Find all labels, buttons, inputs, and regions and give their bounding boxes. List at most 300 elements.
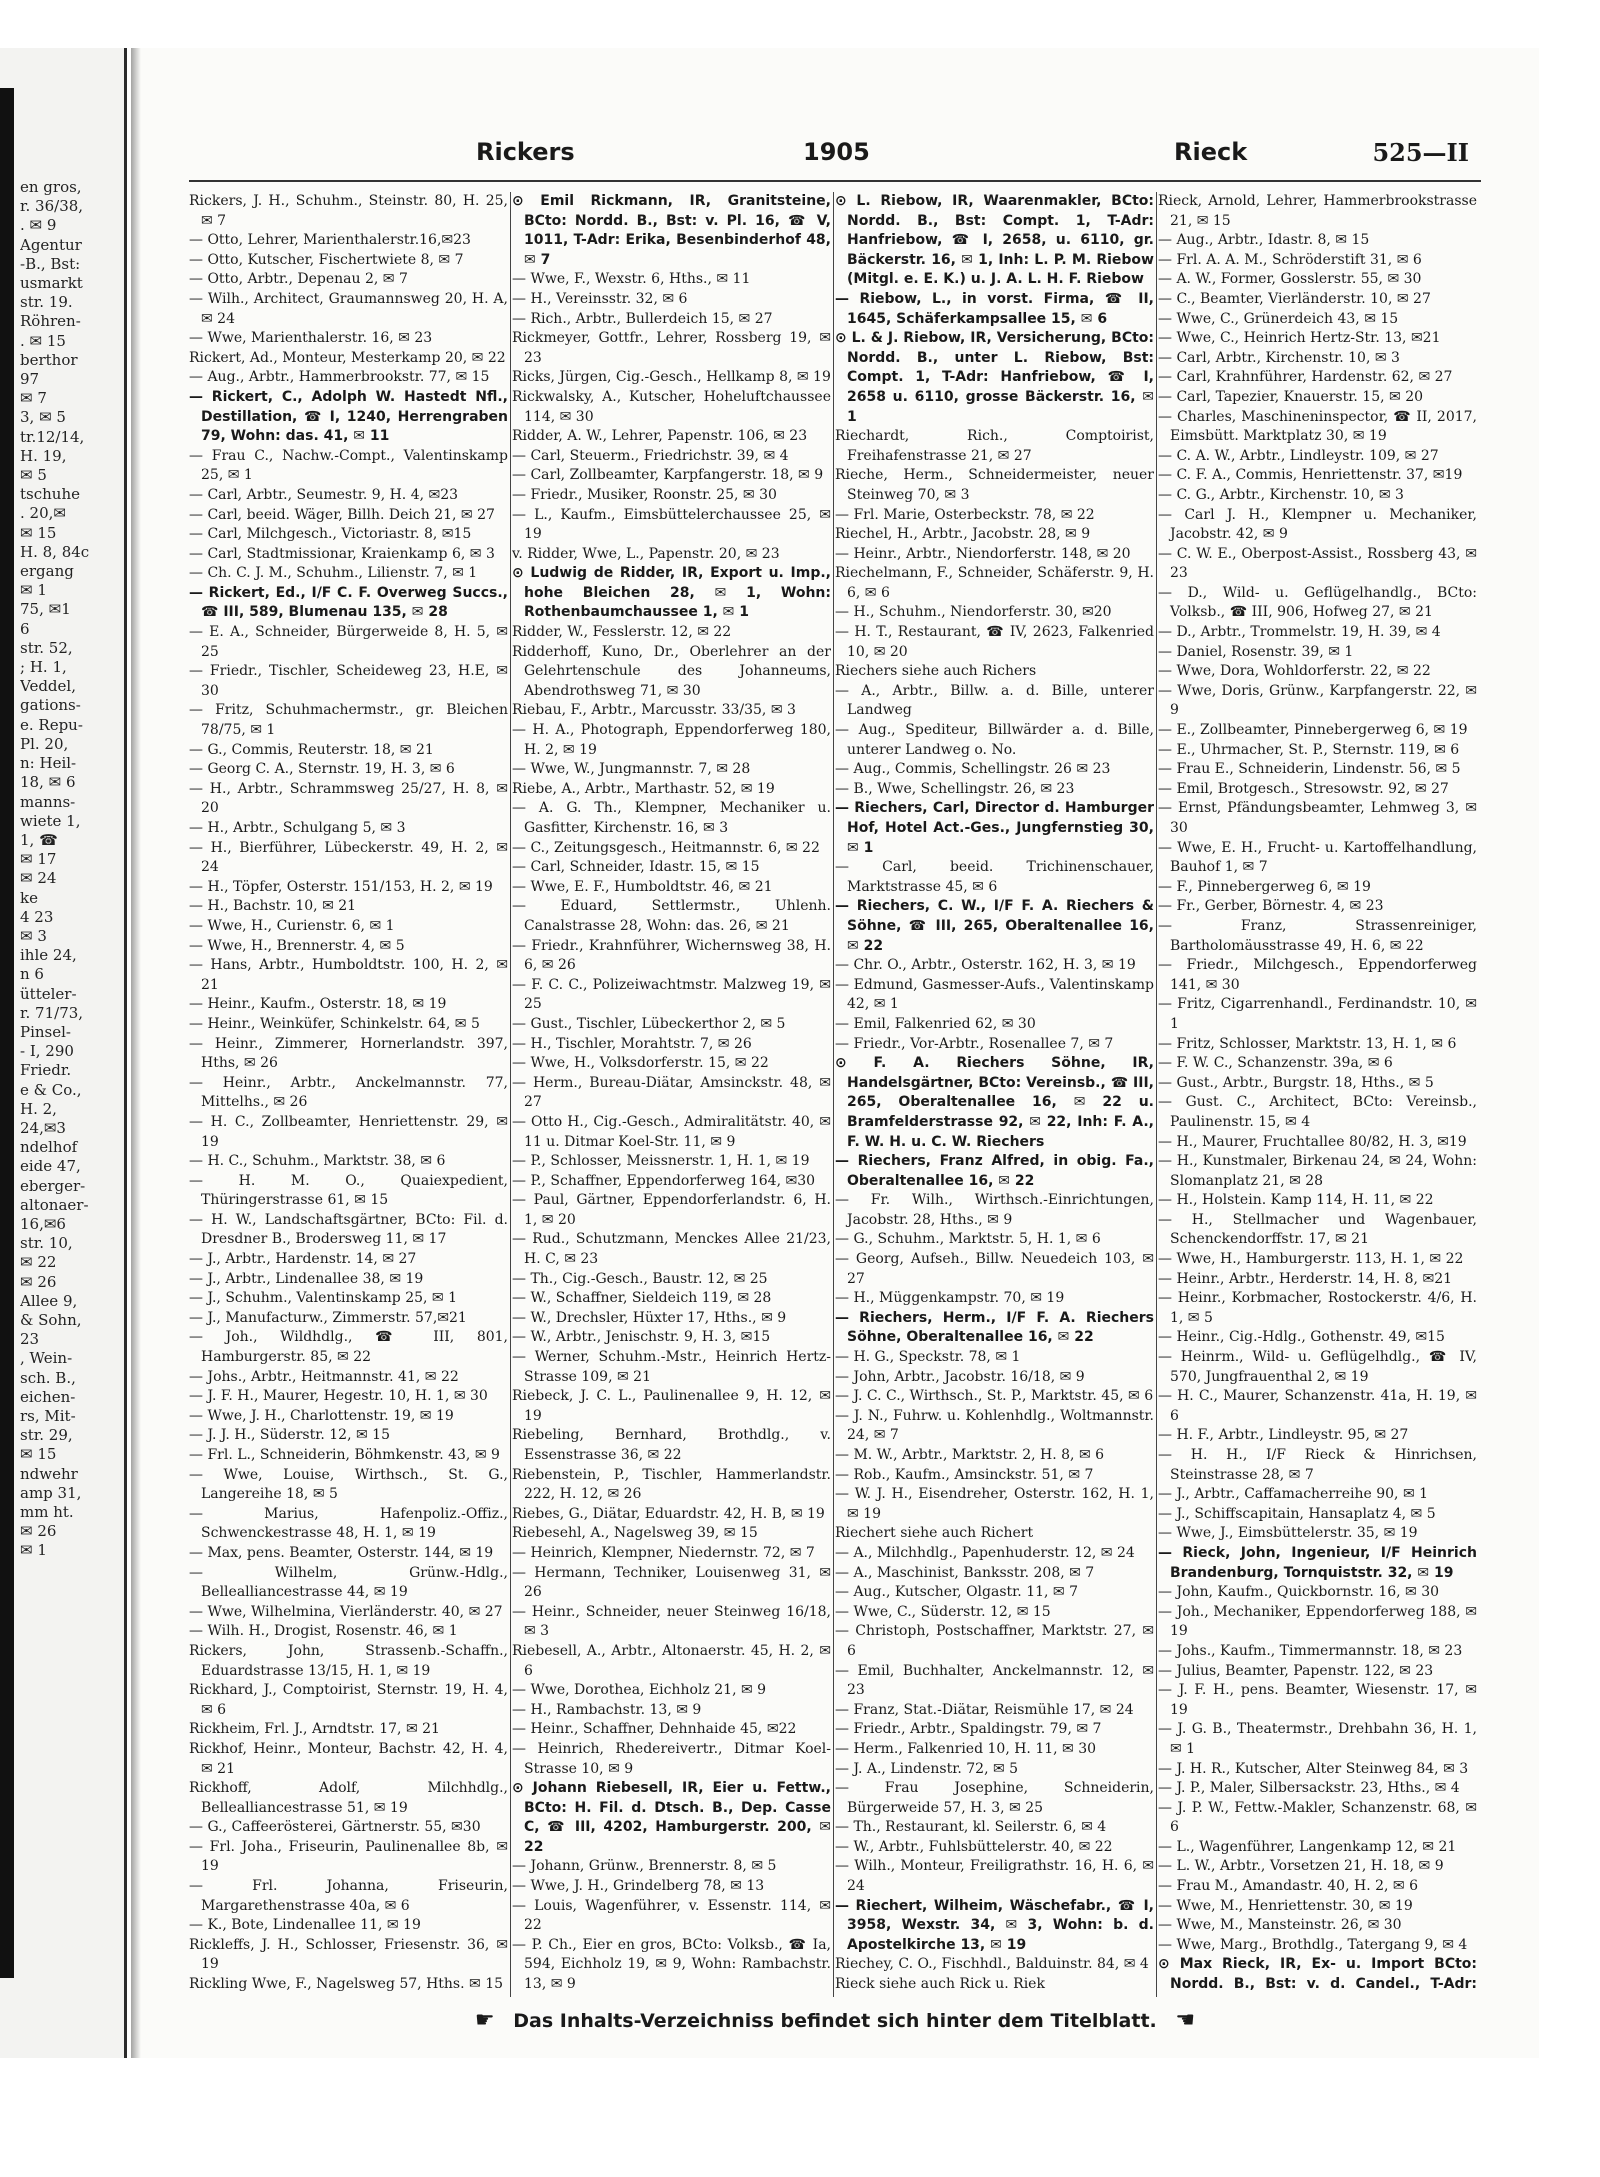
directory-entry: — Herm., Falkenried 10, H. 11, ✉ 30 (835, 1740, 1097, 1757)
directory-entry: — H. C., Maurer, Schanzenstr. 41a, H. 19, ✉ 6 (1158, 1388, 1477, 1424)
directory-entry: — Heinrich, Rhedereivertr., Ditmar Koel-Strasse 10, ✉ 9 (512, 1740, 831, 1777)
column-3 (835, 192, 1154, 1997)
directory-entry: — Ernst, Pfändungsbeamter, Lehmweg 3, ✉ 30 (1158, 800, 1477, 836)
edge-text-line: Veddel, (20, 677, 76, 696)
edge-text-line: 4 23 (20, 907, 54, 926)
directory-entry: Ridder, W., Fesslerstr. 12, ✉ 22 (512, 624, 732, 641)
directory-entry: — Christoph, Postschaffner, Marktstr. 27, ✉ 6 (835, 1623, 1154, 1659)
gutter-shadow (131, 48, 141, 2058)
edge-text-line: ndwehr (20, 1464, 78, 1483)
directory-entry: — H. G., Speckstr. 78, ✉ 1 (835, 1349, 1021, 1366)
scan-binding-shadow (0, 88, 14, 1978)
edge-text-line: 23 (20, 1330, 40, 1349)
edge-text-line: r. 71/73, (20, 1003, 84, 1022)
directory-entry: — J. H. R., Kutscher, Alter Steinweg 84, ✉ 3 (1158, 1760, 1469, 1777)
directory-entry: — L. W., Arbtr., Vorsetzen 21, H. 18, ✉ 9 (1158, 1858, 1444, 1875)
directory-entry: — Frl. Joha., Friseurin, Paulinenallee 8b, ✉ 19 (189, 1838, 508, 1875)
edge-text-line: Pinsel- (20, 1022, 71, 1041)
header-last-entry: Rieck (1174, 138, 1248, 166)
directory-entry: — Max, pens. Beamter, Osterstr. 144, ✉ 19 (189, 1544, 494, 1561)
directory-entry: — Wwe, C., Süderstr. 12, ✉ 15 (835, 1603, 1051, 1620)
directory-entry: — H., Holstein. Kamp 114, H. 11, ✉ 22 (1158, 1192, 1434, 1209)
edge-text-line: ✉ 1 (20, 581, 47, 600)
directory-entry: — Herm., Bureau-Diätar, Amsinckstr. 48, ✉ 27 (512, 1074, 831, 1111)
directory-entry: — L., Wagenführer, Langenkamp 12, ✉ 21 (1158, 1838, 1457, 1855)
directory-entry: Riebes, G., Diätar, Eduardstr. 42, H. B, ✉ 19 (512, 1505, 825, 1522)
directory-entry: Riechert siehe auch Richert (835, 1525, 1034, 1542)
directory-entry: — H., Vereinsstr. 32, ✉ 6 (512, 290, 688, 307)
directory-entry: — H. F., Arbtr., Lindleystr. 95, ✉ 27 (1158, 1427, 1409, 1444)
directory-entry: — D., Arbtr., Trommelstr. 19, H. 39, ✉ 4 (1158, 624, 1441, 641)
directory-entry: — G., Schuhm., Marktstr. 5, H. 1, ✉ 6 (835, 1231, 1101, 1248)
directory-entry: — Carl, Milchgesch., Victoriastr. 8, ✉15 (189, 526, 472, 543)
edge-text-line: ✉ 17 (20, 850, 57, 869)
directory-entry: — Julius, Beamter, Papenstr. 122, ✉ 23 (1158, 1662, 1434, 1679)
directory-entry: — Gust., Arbtr., Burgstr. 18, Hths., ✉ 5 (1158, 1074, 1434, 1091)
directory-entry: Rieck, Arnold, Lehrer, Hammerbrookstrasse 21, ✉ 15 (1158, 193, 1477, 229)
edge-text-line: wiete 1, (20, 811, 81, 830)
directory-entry: — Riechers, C. W., I/F F. A. Riechers & Söhne, ☎ III, 265, Oberaltenallee 16, ✉ 22 (835, 898, 1154, 954)
edge-text-line: ✉ 15 (20, 523, 57, 542)
directory-entry: — Frl. Marie, Osterbeckstr. 78, ✉ 22 (835, 506, 1095, 523)
edge-text-line: n 6 (20, 965, 44, 984)
directory-entry: ⊙ F. A. Riechers Söhne, IR, Handelsgärtner, BCto: Vereinsb., ☎ III, 265, Oberaltenallee 16, ✉ 22 u. Bramfelderstrasse 92, ✉ 22, Inh: F. A., F. W. H. u. C. W. Riechers (835, 1055, 1154, 1150)
edge-text-line: ✉ 24 (20, 869, 57, 888)
footer-note: Das Inhalts-Verzeichniss befindet sich hinter dem Titelblatt. (513, 2010, 1157, 2032)
edge-text-line: Röhren- (20, 312, 81, 331)
edge-text-line: 75, ✉1 (20, 600, 71, 619)
edge-text-line: Friedr. (20, 1061, 72, 1080)
column-4 (1158, 192, 1477, 1997)
directory-entry: Rickmeyer, Gottfr., Lehrer, Rossberg 19, ✉ 23 (512, 330, 831, 366)
directory-entry: — Wwe, M., Mansteinstr. 26, ✉ 30 (1158, 1917, 1402, 1934)
edge-text-line: ✉ 7 (20, 389, 47, 408)
directory-entry: — Wwe, Marg., Brothdlg., Tatergang 9, ✉ 4 (1158, 1936, 1468, 1953)
edge-text-line: amp 31, (20, 1483, 82, 1502)
directory-entry: — Wwe, C., Heinrich Hertz-Str. 13, ✉21 (1158, 330, 1441, 347)
directory-entry: — Aug., Arbtr., Idastr. 8, ✉ 15 (1158, 232, 1370, 249)
directory-entry: — P. Ch., Eier en gros, BCto: Volksb., ☎ Ia, 594, Eichholz 19, ✉ 9, Wohn: Rambachstr. 13, ✉ 9 (512, 1936, 831, 1993)
directory-entry: — Otto H., Cig.-Gesch., Admiralitätstr. 40, ✉ 11 u. Ditmar Koel-Str. 11, ✉ 9 (512, 1113, 831, 1150)
directory-entry: — H., Kunstmaler, Birkenau 24, ✉ 24, Wohn: Slomanplatz 21, ✉ 28 (1158, 1153, 1477, 1189)
column-divider (833, 192, 834, 1997)
directory-entry: — Rieck, John, Ingenieur, I/F Heinrich Brandenburg, Tornquiststr. 32, ✉ 19 (1158, 1544, 1477, 1581)
directory-entry: — Carl, beeid. Trichinenschauer, Marktstrasse 45, ✉ 6 (835, 859, 1154, 895)
directory-entry: — Wwe, H., Volksdorferstr. 15, ✉ 22 (512, 1055, 769, 1072)
directory-entry: ⊙ Max Rieck, IR, Ex- u. Import BCto: Nordd. B., Bst: v. d. Candel., T-Adr: (1158, 1956, 1477, 1993)
directory-entry: — Charles, Maschineninspector, ☎ II, 2017, Eimsbütt. Marktplatz 30, ✉ 19 (1158, 408, 1477, 445)
edge-text-line: ke (20, 888, 38, 907)
directory-entry: — Georg C. A., Sternstr. 19, H. 3, ✉ 6 (189, 761, 455, 778)
directory-entry: Riebeck, J. C. L., Paulinenallee 9, H. 12, ✉ 19 (512, 1388, 831, 1424)
directory-entry: — Aug., Arbtr., Hammerbrookstr. 77, ✉ 15 (189, 369, 490, 386)
directory-entry: — Carl, Stadtmissionar, Kraienkamp 6, ✉ 3 (189, 545, 495, 562)
directory-entry: — Heinr., Kaufm., Osterstr. 18, ✉ 19 (189, 996, 447, 1013)
directory-entry: — Ch. C. J. M., Schuhm., Lilienstr. 7, ✉ 1 (189, 565, 478, 582)
directory-entry: — Heinr., Weinküfer, Schinkelstr. 64, ✉ 5 (189, 1015, 480, 1032)
directory-entry: Riechel, H., Arbtr., Jacobstr. 28, ✉ 9 (835, 526, 1091, 543)
directory-entry: — Heinr., Korbmacher, Rostockerstr. 4/6, H. 1, ✉ 5 (1158, 1290, 1477, 1326)
directory-page (131, 48, 1539, 2058)
directory-entry: — Frau C., Nachw.-Compt., Valentinskamp 25, ✉ 1 (189, 447, 508, 484)
edge-text-line: en gros, (20, 178, 82, 196)
directory-entry: — Hans, Arbtr., Humboldtstr. 100, H. 2, ✉ 21 (189, 957, 508, 993)
directory-entry (512, 1995, 831, 1997)
directory-entry: — Franz, Strassenreiniger, Bartholomäusstrasse 49, H. 6, ✉ 22 (1158, 917, 1477, 954)
edge-text-line: ✉ 22 (20, 1253, 57, 1272)
directory-entry: — Friedr., Krahnführer, Wichernsweg 38, H. 6, ✉ 26 (512, 937, 831, 974)
directory-entry: — H., Bierführer, Lübeckerstr. 49, H. 2, ✉ 24 (189, 839, 508, 876)
directory-entry: — Wwe, F., Wexstr. 6, Hths., ✉ 11 (512, 271, 751, 288)
directory-entry: — H., Bachstr. 10, ✉ 21 (189, 898, 357, 915)
header-year: 1905 (803, 138, 870, 166)
directory-entry: — H., Arbtr., Schrammsweg 25/27, H. 8, ✉ 20 (189, 780, 508, 817)
directory-entry: — Chr. O., Arbtr., Osterstr. 162, H. 3, ✉ 19 (835, 957, 1136, 974)
edge-text-line: - I, 290 (20, 1042, 74, 1061)
edge-text-line: manns- (20, 792, 76, 811)
directory-entry: — Hermann, Techniker, Louisenweg 31, ✉ 26 (512, 1564, 831, 1601)
directory-entry: — J., Manufacturw., Zimmerstr. 57,✉21 (189, 1309, 467, 1326)
column-divider (1156, 192, 1157, 1997)
directory-entry: Rickers, J. H., Schuhm., Steinstr. 80, H. 25, ✉ 7 (189, 193, 508, 229)
directory-entry: — Otto, Kutscher, Fischertwiete 8, ✉ 7 (189, 251, 464, 268)
directory-entry: — Heinrich, Klempner, Niedernstr. 72, ✉ 7 (512, 1544, 815, 1561)
directory-entry: Rickert, Ad., Monteur, Mesterkamp 20, ✉ 22 (189, 349, 506, 366)
directory-entry: — Riechers, Herm., I/F F. A. Riechers Söhne, Oberaltenallee 16, ✉ 22 (835, 1309, 1154, 1346)
directory-entry: — Edmund, Gasmesser-Aufs., Valentinskamp 42, ✉ 1 (835, 976, 1154, 1013)
edge-text-line: mm ht. (20, 1503, 74, 1522)
edge-text-line: ✉ 26 (20, 1272, 57, 1291)
column-divider (510, 192, 511, 1997)
directory-entry: — C., Beamter, Vierländerstr. 10, ✉ 27 (1158, 290, 1431, 307)
directory-entry: — Fritz, Schlosser, Marktstr. 13, H. 1, ✉ 6 (1158, 1035, 1457, 1052)
directory-entry: — Carl, beeid. Wäger, Billh. Deich 21, ✉ 27 (189, 506, 495, 523)
directory-entry: Rickheim, Frl. J., Arndtstr. 17, ✉ 21 (189, 1721, 440, 1738)
directory-entry: — J., Arbtr., Hardenstr. 14, ✉ 27 (189, 1251, 417, 1268)
directory-entry: — Carl, Tapezier, Knauerstr. 15, ✉ 20 (1158, 388, 1424, 405)
directory-entry: — F. C. C., Polizeiwachtmstr. Malzweg 19, ✉ 25 (512, 976, 831, 1013)
directory-entry: — Wilh., Architect, Graumannsweg 20, H. A, ✉ 24 (189, 290, 508, 327)
directory-entry: — Rickert, C., Adolph W. Hastedt Nfl., Destillation, ☎ I, 1240, Herrengraben 79, Wohn: das. 41, ✉ 11 (189, 388, 508, 445)
directory-entry: — John, Arbtr., Jacobstr. 16/18, ✉ 9 (835, 1368, 1085, 1385)
directory-entry: — H. A., Photograph, Eppendorferweg 180, H. 2, ✉ 19 (512, 722, 831, 758)
edge-text-line: tschuhe (20, 485, 80, 504)
directory-entry: — A., Arbtr., Billw. a. d. Bille, unterer Landweg (835, 682, 1154, 719)
directory-entry: — C. F. A., Commis, Henriettenstr. 37, ✉19 (1158, 467, 1463, 484)
edge-text-line: n: Heil- (20, 754, 77, 773)
edge-text-line: H. 8, 84c (20, 542, 90, 561)
edge-text-line: & Sohn, (20, 1310, 82, 1329)
directory-entry: — Rud., Schutzmann, Menckes Allee 21/23, H. C, ✉ 23 (512, 1231, 831, 1268)
directory-entry: — G., Caffeerösterei, Gärtnerstr. 55, ✉30 (189, 1819, 481, 1836)
directory-entry: — Heinr., Arbtr., Anckelmannstr. 77, Mittelhs., ✉ 26 (189, 1074, 508, 1111)
edge-text-line: str. 29, (20, 1426, 73, 1445)
directory-entry: — Th., Restaurant, kl. Seilerstr. 6, ✉ 4 (835, 1819, 1107, 1836)
directory-entry: — Gust. C., Architect, BCto: Vereinsb., Paulinenstr. 15, ✉ 4 (1158, 1094, 1477, 1130)
directory-entry: — Eduard, Settlermstr., Uhlenh. Canalstrasse 28, Wohn: das. 26, ✉ 21 (512, 898, 831, 934)
directory-entry: — Fr. Wilh., Wirthsch.-Einrichtungen, Jacobstr. 28, Hths., ✉ 9 (835, 1192, 1154, 1228)
directory-entry: — Friedr., Tischler, Scheideweg 23, H.E, ✉ 30 (189, 663, 508, 699)
directory-entry: — Joh., Mechaniker, Eppendorferweg 188, ✉ 19 (1158, 1603, 1477, 1640)
directory-entry: — J. P. W., Fettw.-Makler, Schanzenstr. 68, ✉ 6 (1158, 1799, 1477, 1836)
directory-entry: — B., Wwe, Schellingstr. 26, ✉ 23 (835, 780, 1075, 797)
pointing-hand-right-icon: ☚ (1175, 2008, 1196, 2033)
directory-entry: — Riechers, Franz Alfred, in obig. Fa., Oberaltenallee 16, ✉ 22 (835, 1153, 1154, 1189)
edge-text-line: eberger- (20, 1176, 86, 1195)
directory-entry: — Franz, Stat.-Diätar, Reismühle 17, ✉ 24 (835, 1701, 1134, 1718)
edge-text-line: gations- (20, 696, 81, 715)
directory-entry: — Frl. Johanna, Friseurin, Margarethenstrasse 40a, ✉ 6 (189, 1878, 508, 1914)
directory-entry: — Wwe, Dora, Wohldorferstr. 22, ✉ 22 (1158, 663, 1431, 680)
edge-text-line: usmarkt (20, 274, 83, 293)
directory-entry: v. Ridder, Wwe, L., Papenstr. 20, ✉ 23 (512, 545, 780, 562)
directory-entry: — Aug., Kutscher, Olgastr. 11, ✉ 7 (835, 1584, 1078, 1601)
directory-entry: — Emil, Falkenried 62, ✉ 30 (835, 1015, 1036, 1032)
directory-entry: ⊙ L. Riebow, IR, Waarenmakler, BCto: Nordd. B., Bst: Compt. 1, T-Adr: Hanfriebow, ☎ I, 2658, u. 6110, gr. Bäckerstr. 16, ✉ 1, Inh: L. P. M. Riebow (Mitgl. e. E. K.) u. J. A. L. H. F. Riebow (835, 193, 1154, 288)
directory-entry: — F. W. C., Schanzenstr. 39a, ✉ 6 (1158, 1055, 1393, 1072)
directory-entry: — Gust., Tischler, Lübeckerthor 2, ✉ 5 (512, 1015, 786, 1032)
directory-entry: — J., Arbtr., Lindenallee 38, ✉ 19 (189, 1270, 424, 1287)
directory-entry: — Riechers, Carl, Director d. Hamburger Hof, Hotel Act.-Ges., Jungfernstieg 30, ✉ 1 (835, 800, 1154, 856)
directory-entry: — H., Schuhm., Niendorferstr. 30, ✉20 (835, 604, 1112, 621)
edge-text-line: tr.12/14, (20, 427, 85, 446)
directory-entry: — Otto, Arbtr., Depenau 2, ✉ 7 (189, 271, 408, 288)
directory-entry: — A., Maschinist, Banksstr. 208, ✉ 7 (835, 1564, 1095, 1581)
directory-entry: — Wilh., Monteur, Freiligrathstr. 16, H. 6, ✉ 24 (835, 1858, 1154, 1895)
directory-entry: — Johs., Kaufm., Timmermannstr. 18, ✉ 23 (1158, 1642, 1463, 1659)
directory-entry: — H. C., Zollbeamter, Henriettenstr. 29, ✉ 19 (189, 1113, 508, 1150)
directory-entry: Riebesell, A., Arbtr., Altonaerstr. 45, H. 2, ✉ 6 (512, 1642, 831, 1679)
edge-text-line: altonaer- (20, 1195, 89, 1214)
directory-entry: — Heinr., Zimmerer, Hornerlandstr. 397, Hths, ✉ 26 (189, 1035, 508, 1072)
edge-text-line: 16,✉6 (20, 1214, 66, 1233)
column-1 (189, 192, 508, 1997)
directory-entry: — Frau Josephine, Schneiderin, Bürgerweide 57, H. 3, ✉ 25 (835, 1780, 1154, 1816)
page-header (191, 138, 1469, 178)
directory-entry: Rickwalsky, A., Kutscher, Hoheluftchaussee 114, ✉ 30 (512, 388, 831, 425)
directory-entry: — C. W. E., Oberpost-Assist., Rossberg 43, ✉ 23 (1158, 545, 1477, 582)
directory-entry: Ridder, A. W., Lehrer, Papenstr. 106, ✉ 23 (512, 428, 808, 445)
directory-entry: Ricks, Jürgen, Cig.-Gesch., Hellkamp 8, ✉ 19 (512, 369, 831, 386)
directory-entry: — H., Rambachstr. 13, ✉ 9 (512, 1701, 702, 1718)
directory-entry: — Carl, Arbtr., Seumestr. 9, H. 4, ✉23 (189, 486, 459, 503)
directory-entry: — Wilhelm, Grünw.-Hdlg., Bellealliancestrasse 44, ✉ 19 (189, 1564, 508, 1601)
directory-entry: — Louis, Wagenführer, v. Essenstr. 114, ✉ 22 (512, 1897, 831, 1934)
edge-text-line: 97 (20, 370, 40, 389)
directory-entry: Rickers, John, Strassenb.-Schaffn., Eduardstrasse 13/15, H. 1, ✉ 19 (189, 1642, 508, 1679)
edge-text-line: eichen- (20, 1387, 76, 1406)
directory-entry: — Wwe, J. H., Charlottenstr. 19, ✉ 19 (189, 1407, 454, 1424)
edge-text-line: ✉ 3 (20, 926, 47, 945)
edge-text-line: str. 52, (20, 638, 73, 657)
directory-entry: — Wwe, J. H., Grindelberg 78, ✉ 13 (512, 1878, 765, 1895)
directory-entry: — Wwe, W., Jungmannstr. 7, ✉ 28 (512, 761, 751, 778)
directory-entry: — E., Uhrmacher, St. P., Sternstr. 119, ✉ 6 (1158, 741, 1460, 758)
header-first-entry: Rickers (476, 138, 575, 166)
directory-entry: — C., Zeitungsgesch., Heitmannstr. 6, ✉ 22 (512, 839, 820, 856)
directory-entry: — H. C., Schuhm., Marktstr. 38, ✉ 6 (189, 1153, 446, 1170)
directory-entry: — E., Zollbeamter, Pinnebergerweg 6, ✉ 19 (1158, 722, 1468, 739)
header-rule (189, 180, 1481, 182)
edge-text-line: . ✉ 15 (20, 331, 66, 350)
directory-entry: — Rich., Arbtr., Bullerdeich 15, ✉ 27 (512, 310, 773, 327)
directory-entry: — Wwe, Louise, Wirthsch., St. G., Langereihe 18, ✉ 5 (189, 1466, 508, 1503)
edge-text-line: e & Co., (20, 1080, 82, 1099)
edge-text-line: ; H. 1, (20, 658, 67, 677)
directory-entry: — Heinr., Cig.-Hdlg., Gothenstr. 49, ✉15 (1158, 1329, 1445, 1346)
directory-entry: — J. A., Lindenstr. 72, ✉ 5 (835, 1760, 1019, 1777)
directory-entry: — W. J. H., Eisendreher, Osterstr. 162, H. 1, ✉ 19 (835, 1486, 1154, 1522)
directory-entry: — Friedr., Milchgesch., Eppendorferweg 141, ✉ 30 (1158, 957, 1477, 993)
directory-entry: — K., Bote, Lindenallee 11, ✉ 19 (189, 1917, 421, 1934)
edge-text-line: Agentur (20, 235, 82, 254)
directory-entry: — Wwe, J., Eimsbüttelerstr. 35, ✉ 19 (1158, 1525, 1418, 1542)
directory-entry: Rickling Wwe, F., Nagelsweg 57, Hths. ✉ 15 (189, 1976, 504, 1993)
edge-text-line: Allee 9, (20, 1291, 78, 1310)
directory-entry: — Werner, Schuhm.-Mstr., Heinrich Hertz-Strasse 109, ✉ 21 (512, 1349, 831, 1385)
directory-entry: Rieche, Herm., Schneidermeister, neuer Steinweg 70, ✉ 3 (835, 467, 1154, 503)
directory-entry: — Wwe, Doris, Grünw., Karpfangerstr. 22, ✉ 9 (1158, 682, 1477, 719)
edge-text-line: berthor (20, 350, 78, 369)
directory-entry: Riebau, F., Arbtr., Marcusstr. 33/35, ✉ 3 (512, 702, 796, 719)
directory-entry: — Emil, Buchhalter, Anckelmannstr. 12, ✉ 23 (835, 1662, 1154, 1699)
directory-entry: — Heinr., Arbtr., Herderstr. 14, H. 8, ✉21 (1158, 1270, 1453, 1287)
directory-entry: ⊙ Emil Rickmann, IR, Granitsteine, BCto: Nordd. B., Bst: v. Pl. 16, ☎ V, 1011, T-Adr: Erika, Besenbinderhof 48, ✉ 7 (512, 193, 831, 268)
directory-entry: — A. G. Th., Klempner, Mechaniker u. Gasfitter, Kirchenstr. 16, ✉ 3 (512, 800, 831, 836)
pointing-hand-left-icon: ☛ (474, 2008, 495, 2033)
directory-entry: — Georg, Aufseh., Billw. Neuedeich 103, ✉ 27 (835, 1251, 1154, 1287)
previous-page-text (20, 178, 120, 1561)
edge-text-line: ✉ 15 (20, 1445, 57, 1464)
directory-entry: — Th., Cig.-Gesch., Baustr. 12, ✉ 25 (512, 1270, 768, 1287)
directory-entry: — H., Töpfer, Osterstr. 151/153, H. 2, ✉ 19 (189, 878, 493, 895)
directory-entry: — Wwe, M., Henriettenstr. 30, ✉ 19 (1158, 1897, 1413, 1914)
edge-text-line: rs, Mit- (20, 1407, 76, 1425)
edge-text-line: ✉ 26 (20, 1522, 57, 1541)
directory-entry: — Carl J. H., Klempner u. Mechaniker, Jacobstr. 42, ✉ 9 (1158, 506, 1477, 543)
directory-entry: — Aug., Commis, Schellingstr. 26 ✉ 23 (835, 761, 1111, 778)
edge-text-line: 3, ✉ 5 (20, 408, 66, 427)
directory-entry: — Aug., Spediteur, Billwärder a. d. Bille, unterer Landweg o. No. (835, 722, 1154, 758)
directory-entry: — C. G., Arbtr., Kirchenstr. 10, ✉ 3 (1158, 486, 1404, 503)
directory-entry: — J. G. B., Theatermstr., Drehbahn 36, H. 1, ✉ 1 (1158, 1721, 1477, 1757)
directory-entry: — Emil, Brotgesch., Stresowstr. 92, ✉ 27 (1158, 780, 1449, 797)
edge-text-line: eide 47, (20, 1157, 81, 1176)
directory-entry: — Wwe, Dorothea, Eichholz 21, ✉ 9 (512, 1682, 767, 1699)
directory-entry: — Fritz, Schuhmachermstr., gr. Bleichen 78/75, ✉ 1 (189, 702, 508, 739)
edge-text-line: ✉ 5 (20, 466, 47, 485)
directory-entry: — Heinrm., Wild- u. Geflügelhdlg., ☎ IV, 570, Jungfrauenthal 2, ✉ 19 (1158, 1349, 1477, 1385)
directory-entry: Riechelmann, F., Schneider, Schäferstr. 9, H. 6, ✉ 6 (835, 565, 1154, 601)
directory-entry: — Riechert, Wilheim, Wäschefabr., ☎ I, 3958, Wexstr. 34, ✉ 3, Wohn: b. d. Apostelkirche 13, ✉ 19 (835, 1897, 1154, 1953)
directory-entry (189, 1995, 508, 1997)
directory-entry: — John, Kaufm., Quickbornstr. 16, ✉ 30 (1158, 1584, 1440, 1601)
edge-text-line: H. 19, (20, 446, 67, 465)
directory-entry: — H. M. O., Quaiexpedient, Thüringerstrasse 61, ✉ 15 (189, 1172, 508, 1209)
edge-text-line: 18, ✉ 6 (20, 773, 76, 792)
directory-entry: Riebenstein, P., Tischler, Hammerlandstr. 222, H. 12, ✉ 26 (512, 1466, 831, 1503)
directory-entry: — J. J. H., Süderstr. 12, ✉ 15 (189, 1427, 390, 1444)
directory-entry: — Joh., Wildhdlg., ☎ III, 801, Hamburgerstr. 85, ✉ 22 (189, 1329, 508, 1366)
directory-entry: — W., Arbtr., Jenischstr. 9, H. 3, ✉15 (512, 1329, 771, 1346)
directory-entry: ⊙ L. & J. Riebow, IR, Versicherung, BCto: Nordd. B., unter L. Riebow, Bst: Compt. 1, T-Adr: Hanfriebow, ☎ I, 2658 u. 6110, grosse Bäckerstr. 16, ✉ 1 (835, 330, 1154, 425)
directory-entry: — Heinr., Schaffner, Dehnhaide 45, ✉22 (512, 1721, 797, 1738)
directory-entry: — E. A., Schneider, Bürgerweide 8, H. 5, ✉ 25 (189, 624, 508, 660)
directory-entry: — H., Arbtr., Schulgang 5, ✉ 3 (189, 820, 406, 836)
directory-entry: ⊙ Johann Riebesell, IR, Eier u. Fettw., BCto: H. Fil. d. Dtsch. B., Dep. Casse C, ☎ III, 4202, Hamburgerstr. 200, ✉ 22 (512, 1780, 831, 1855)
directory-entry: — Johs., Arbtr., Heitmannstr. 41, ✉ 22 (189, 1368, 459, 1385)
edge-text-line: ihle 24, (20, 946, 77, 965)
directory-entry: — J. P., Maler, Silbersackstr. 23, Hths., ✉ 4 (1158, 1780, 1460, 1797)
directory-entry: — M. W., Arbtr., Marktstr. 2, H. 8, ✉ 6 (835, 1447, 1105, 1463)
directory-entry: — Wwe, Marienthalerstr. 16, ✉ 23 (189, 330, 433, 347)
column-2 (512, 192, 831, 1997)
directory-entry: — D., Wild- u. Geflügelhandlg., BCto: Volksb., ☎ III, 906, Hofweg 27, ✉ 21 (1158, 584, 1477, 621)
directory-entry: Riechey, C. O., Fischhdl., Balduinstr. 84, ✉ 4 (835, 1956, 1149, 1973)
directory-entry: — Wwe, H., Curienstr. 6, ✉ 1 (189, 917, 395, 934)
directory-entry: — Wwe, C., Grünerdeich 43, ✉ 15 (1158, 310, 1399, 327)
directory-entry: Ridderhoff, Kuno, Dr., Oberlehrer an der Gelehrtenschule des Johanneums, Abendrothsweg 71, ✉ 30 (512, 643, 831, 699)
directory-entry: — Wwe, H., Hamburgerstr. 113, H. 1, ✉ 22 (1158, 1251, 1464, 1268)
directory-entry: — G., Commis, Reuterstr. 18, ✉ 21 (189, 741, 434, 758)
directory-entry: — Fr., Gerber, Börnestr. 4, ✉ 23 (1158, 898, 1384, 915)
directory-entry: — Wwe, E. F., Humboldtstr. 46, ✉ 21 (512, 878, 773, 895)
directory-entry: — Frl. A. A. M., Schröderstift 31, ✉ 6 (1158, 251, 1422, 268)
edge-text-line: ✉ 1 (20, 1541, 47, 1560)
directory-entry: — W., Drechsler, Hüxter 17, Hths., ✉ 9 (512, 1309, 787, 1326)
directory-entry: — Riebow, L., in vorst. Firma, ☎ II, 1645, Schäferkampsallee 15, ✉ 6 (835, 290, 1154, 327)
directory-entry: — Otto, Lehrer, Marienthalerstr.16,✉23 (189, 232, 471, 249)
directory-entry: Riebeling, Bernhard, Brothdlg., v. Essenstrasse 36, ✉ 22 (512, 1427, 831, 1463)
edge-text-line: ndelhof (20, 1138, 78, 1157)
directory-entry: — H., Stellmacher und Wagenbauer, Schenckendorffstr. 17, ✉ 21 (1158, 1211, 1477, 1248)
directory-entry: — H., Müggenkampstr. 70, ✉ 19 (835, 1290, 1065, 1307)
directory-entry: — Rob., Kaufm., Amsinckstr. 51, ✉ 7 (835, 1466, 1094, 1483)
edge-text-line: ergang (20, 562, 74, 581)
edge-text-line: . 20,✉ (20, 504, 66, 523)
directory-entry: ⊙ Ludwig de Ridder, IR, Export u. Imp., hohe Bleichen 28, ✉ 1, Wohn: Rothenbaumchaussee 1, ✉ 1 (512, 565, 831, 621)
directory-entry: — Carl, Arbtr., Kirchenstr. 10, ✉ 3 (1158, 349, 1400, 366)
edge-text-line: 6 (20, 619, 30, 638)
directory-entry: — Friedr., Vor-Arbtr., Rosenallee 7, ✉ 7 (835, 1035, 1114, 1052)
directory-entry: Rickhof, Heinr., Monteur, Bachstr. 42, H. 4, ✉ 21 (189, 1740, 508, 1777)
directory-entry: Riebe, A., Arbtr., Marthastr. 52, ✉ 19 (512, 780, 775, 797)
directory-columns (189, 192, 1479, 1997)
directory-entry: — Carl, Krahnführer, Hardenstr. 62, ✉ 27 (1158, 369, 1453, 386)
directory-entry: — J., Schiffscapitain, Hansaplatz 4, ✉ 5 (1158, 1505, 1436, 1522)
edge-text-line: e. Repu- (20, 715, 83, 734)
directory-entry: Rickhoff, Adolf, Milchhdlg., Bellealliancestrasse 51, ✉ 19 (189, 1780, 508, 1816)
directory-entry: Riechardt, Rich., Comptoirist, Freihafenstrasse 21, ✉ 27 (835, 428, 1154, 464)
directory-entry: — Friedr., Arbtr., Spaldingstr. 79, ✉ 7 (835, 1721, 1102, 1738)
directory-entry: — A. W., Former, Gosslerstr. 55, ✉ 30 (1158, 271, 1422, 288)
directory-entry: — Wwe, Wilhelmina, Vierländerstr. 40, ✉ 27 (189, 1603, 503, 1620)
directory-entry: — H., Maurer, Fruchtallee 80/82, H. 3, ✉19 (1158, 1133, 1467, 1150)
directory-entry: — A., Milchhdlg., Papenhuderstr. 12, ✉ 24 (835, 1544, 1135, 1561)
directory-entry: — Frau E., Schneiderin, Lindenstr. 56, ✉ 5 (1158, 761, 1461, 778)
directory-entry: Rickhard, J., Comptoirist, Sternstr. 19, H. 4, ✉ 6 (189, 1682, 508, 1718)
directory-entry: — Marius, Hafenpoliz.-Offiz., Schwenckestrasse 48, H. 1, ✉ 19 (189, 1505, 508, 1542)
edge-text-line: str. 19. (20, 293, 73, 312)
edge-text-line: sch. B., (20, 1368, 76, 1387)
directory-entry: — C. A. W., Arbtr., Lindleystr. 109, ✉ 27 (1158, 447, 1439, 464)
directory-entry: — F., Pinnebergerweg 6, ✉ 19 (1158, 878, 1371, 895)
directory-entry: — Carl, Zollbeamter, Karpfangerstr. 18, ✉ 9 (512, 467, 824, 484)
directory-entry: — J. F. H., Maurer, Hegestr. 10, H. 1, ✉ 30 (189, 1388, 488, 1405)
edge-text-line: H. 2, (20, 1099, 57, 1118)
edge-text-line: -B., Bst: (20, 254, 81, 273)
directory-entry: — L., Kaufm., Eimsbüttelerchaussee 25, ✉ 19 (512, 506, 831, 543)
